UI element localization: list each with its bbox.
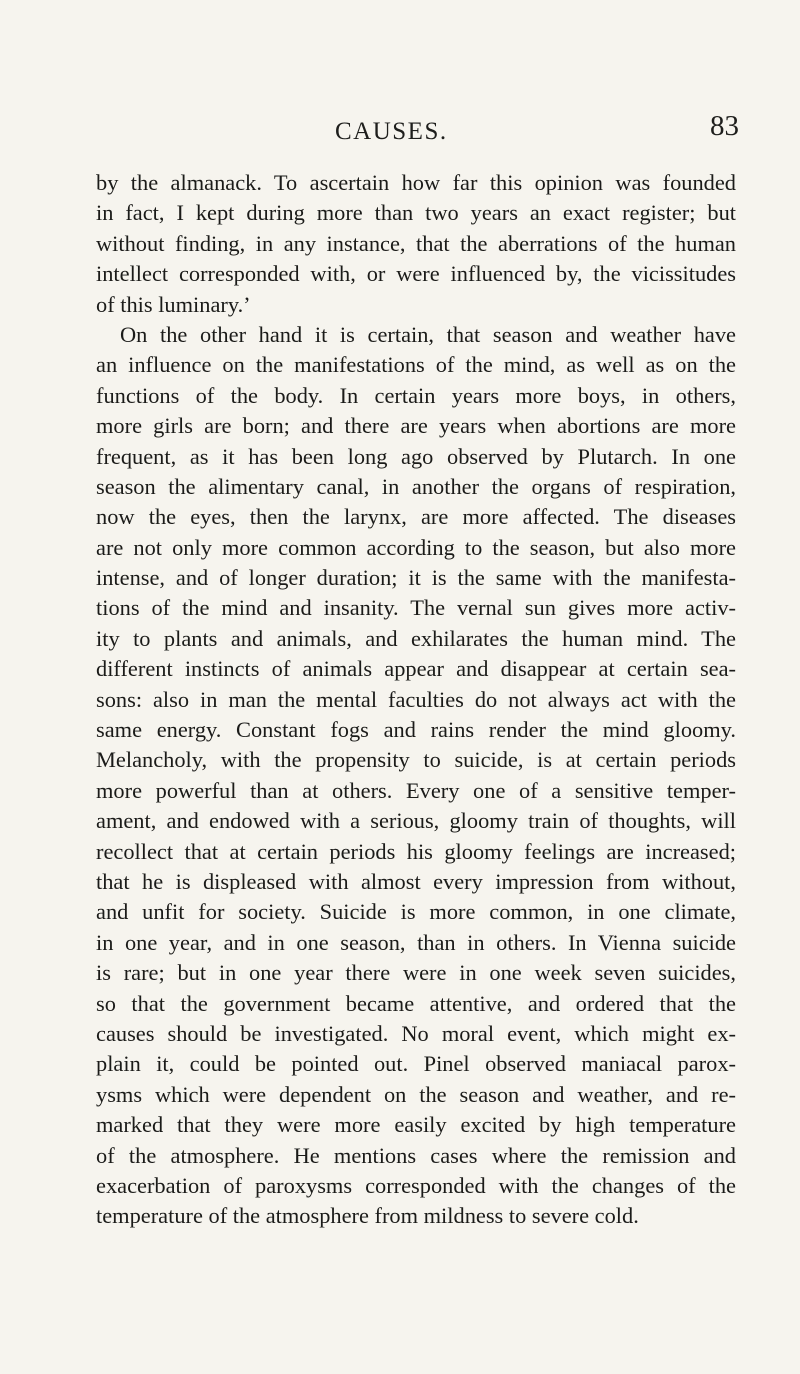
text-line: more girls are born; and there are years when abortions are more: [96, 413, 736, 439]
paragraph-1: [96, 168, 736, 320]
text-line: functions of the body. In certain years more boys, in others,: [96, 382, 736, 408]
text-line: ity to plants and animals, and exhilarates the human mind. The: [96, 625, 736, 651]
text-line: intellect corresponded with, or were influenced by, the vicissitudes: [96, 261, 736, 287]
text-line: of the atmosphere. He mentions cases where the remission and: [96, 1142, 736, 1168]
text-line: recollect that at certain periods his gloomy feelings are increased;: [96, 838, 736, 864]
text-line: is rare; but in one year there were in one week seven suicides,: [96, 960, 736, 986]
text-line: plain it, could be pointed out. Pinel observed maniacal parox-: [96, 1051, 736, 1077]
text-line: temperature of the atmosphere from mildness to severe cold.: [96, 1203, 639, 1229]
text-line: ament, and endowed with a serious, gloomy train of thoughts, will: [96, 808, 736, 834]
running-title: CAUSES.: [335, 118, 448, 145]
text-line: ysms which were dependent on the season and weather, and re-: [96, 1081, 736, 1107]
text-line: frequent, as it has been long ago observed by Plutarch. In one: [96, 443, 736, 469]
text-line: different instincts of animals appear and disappear at certain sea-: [96, 656, 736, 682]
text-line: same energy. Constant fogs and rains render the mind gloomy.: [96, 717, 736, 743]
text-line: an influence on the manifestations of the mind, as well as on the: [96, 352, 736, 378]
text-line: so that the government became attentive, and ordered that the: [96, 990, 736, 1016]
body-text: [96, 168, 736, 1232]
text-line: by the almanack. To ascertain how far this opinion was founded: [96, 170, 736, 195]
text-line: without finding, in any instance, that the aberrations of the human: [96, 230, 736, 256]
text-line: now the eyes, then the larynx, are more affected. The diseases: [96, 504, 736, 530]
paragraph-2: [96, 320, 736, 1232]
text-line: are not only more common according to the season, but also more: [96, 534, 736, 560]
text-line: On the other hand it is certain, that season and weather have: [120, 321, 736, 347]
text-line: season the alimentary canal, in another the organs of respiration,: [96, 473, 736, 499]
text-line: in fact, I kept during more than two years an exact register; but: [96, 200, 736, 226]
text-line: more powerful than at others. Every one of a sensitive temper-: [96, 777, 736, 803]
text-line: Melancholy, with the propensity to suicide, is at certain periods: [96, 747, 736, 773]
text-line: marked that they were more easily excited by high temperature: [96, 1112, 736, 1138]
text-line: exacerbation of paroxysms corresponded with the changes of the: [96, 1172, 736, 1198]
text-line: in one year, and in one season, than in others. In Vienna suicide: [96, 929, 736, 955]
page-number: 83: [710, 110, 739, 142]
text-line: causes should be investigated. No moral event, which might ex-: [96, 1020, 736, 1046]
text-line: that he is displeased with almost every impression from without,: [96, 868, 736, 894]
text-line: of this luminary.’: [96, 291, 251, 317]
text-line: intense, and of longer duration; it is the same with the manifesta-: [96, 565, 736, 591]
running-head: [0, 110, 800, 146]
text-line: sons: also in man the mental faculties do not always act with the: [96, 686, 736, 712]
text-line: tions of the mind and insanity. The vernal sun gives more activ-: [96, 595, 736, 621]
text-line: and unfit for society. Suicide is more common, in one climate,: [96, 899, 736, 925]
